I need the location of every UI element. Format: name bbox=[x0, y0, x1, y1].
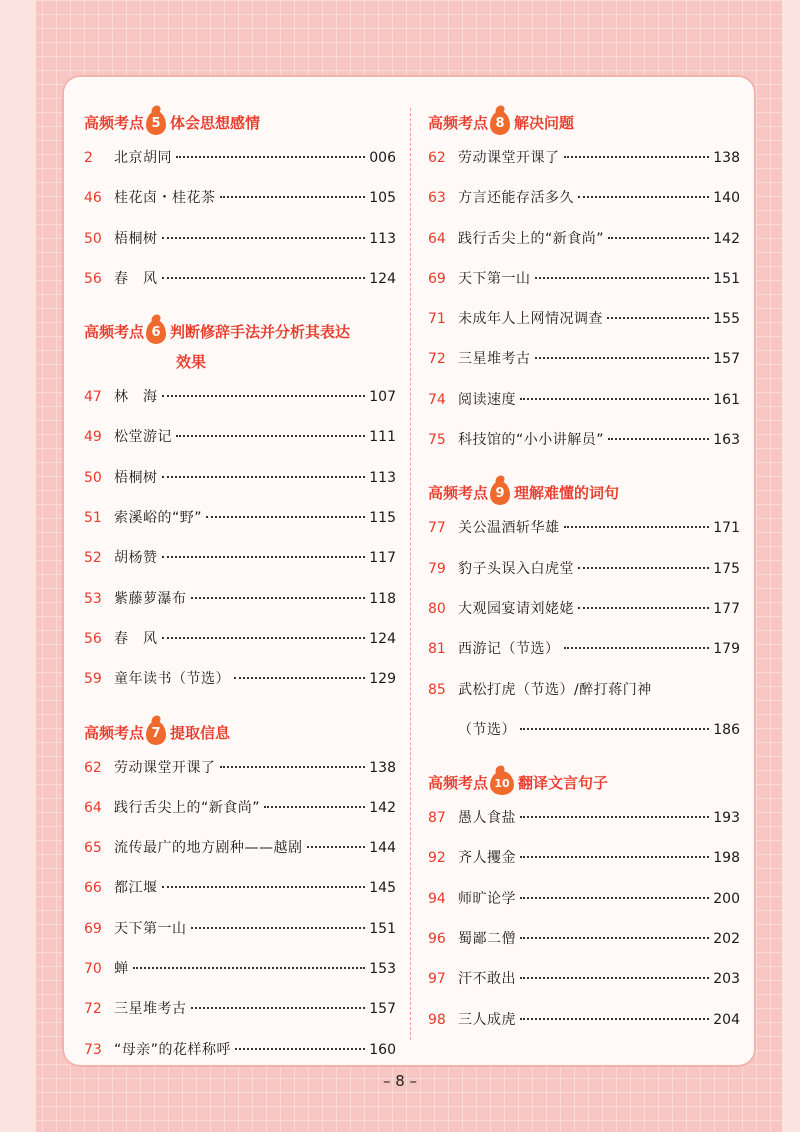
section-heading bbox=[428, 478, 740, 508]
leader-dots bbox=[578, 607, 709, 609]
entry-number: 47 bbox=[84, 389, 102, 406]
leader-dots bbox=[162, 237, 366, 239]
entry-number: 92 bbox=[428, 850, 446, 867]
leader-dots bbox=[206, 516, 365, 518]
entry-page: 107 bbox=[369, 389, 396, 406]
entry-page: 157 bbox=[713, 351, 740, 368]
entry-page: 163 bbox=[713, 432, 740, 449]
leader-dots bbox=[520, 856, 709, 858]
toc-entry[interactable] bbox=[428, 670, 740, 710]
leader-dots bbox=[578, 567, 709, 569]
section-prefix: 高频考点 bbox=[84, 114, 145, 132]
entry-number: 96 bbox=[428, 931, 446, 948]
entry-title: 方言还能存活多久 bbox=[458, 190, 574, 207]
leader-dots bbox=[564, 526, 710, 528]
section-heading bbox=[84, 718, 396, 748]
entry-title: 豹子头误入白虎堂 bbox=[458, 560, 574, 577]
section-heading bbox=[428, 108, 740, 138]
leader-dots bbox=[520, 728, 709, 730]
entry-title: 汗不敢出 bbox=[458, 971, 516, 988]
entry-title: 紫藤萝瀑布 bbox=[114, 590, 187, 607]
entry-number: 72 bbox=[84, 1001, 102, 1018]
toc-entry[interactable] bbox=[428, 879, 740, 919]
section-heading-continued bbox=[84, 347, 396, 377]
entry-page: 115 bbox=[369, 510, 396, 527]
toc-entry[interactable] bbox=[84, 377, 396, 417]
entry-page: 198 bbox=[713, 850, 740, 867]
entry-number: 62 bbox=[84, 759, 102, 776]
toc-entry[interactable] bbox=[84, 259, 396, 299]
entry-page: 129 bbox=[369, 671, 396, 688]
section-prefix: 高频考点 bbox=[84, 723, 145, 742]
entry-number: 52 bbox=[84, 550, 102, 567]
leader-dots bbox=[520, 398, 709, 400]
entry-page: 151 bbox=[369, 920, 396, 937]
entry-page: 138 bbox=[713, 150, 740, 166]
entry-title: 武松打虎（节选）/醉打蒋门神 bbox=[458, 681, 652, 698]
toc-entry[interactable] bbox=[428, 508, 740, 548]
flame-badge-icon: 6 bbox=[146, 320, 166, 344]
entry-page: 138 bbox=[369, 759, 396, 776]
entry-title: 蝉 bbox=[114, 961, 129, 978]
entry-title: 关公温酒斩华雄 bbox=[458, 520, 560, 537]
entry-number: 69 bbox=[84, 920, 102, 937]
toc-entry[interactable] bbox=[428, 798, 740, 838]
section-5 bbox=[84, 108, 396, 299]
entry-page: 113 bbox=[369, 469, 396, 486]
entry-title: 劳动课堂开课了 bbox=[114, 759, 216, 776]
section-10 bbox=[428, 768, 740, 1040]
toc-entry[interactable] bbox=[428, 138, 740, 178]
entry-page: 124 bbox=[369, 630, 396, 647]
section-6 bbox=[84, 317, 396, 699]
entry-number: 81 bbox=[428, 641, 446, 658]
entry-number: 71 bbox=[428, 311, 446, 328]
leader-dots bbox=[578, 196, 709, 198]
section-heading bbox=[428, 768, 740, 798]
leader-dots bbox=[520, 1018, 709, 1020]
entry-title: “母亲”的花样称呼 bbox=[114, 1041, 232, 1058]
toc-entry[interactable] bbox=[428, 919, 740, 959]
entry-title: 未成年人上网情况调查 bbox=[458, 311, 603, 328]
entry-number: 50 bbox=[84, 230, 102, 247]
toc-entry[interactable] bbox=[84, 828, 396, 868]
section-9 bbox=[428, 478, 740, 750]
entry-page: 177 bbox=[713, 600, 740, 617]
toc-entry[interactable] bbox=[84, 498, 396, 538]
entry-title: 松堂游记 bbox=[114, 429, 172, 446]
entry-page: 203 bbox=[713, 971, 740, 988]
entry-number: 56 bbox=[84, 630, 102, 647]
entry-number: 66 bbox=[84, 880, 102, 897]
entry-page: 124 bbox=[369, 270, 396, 287]
entry-number: 79 bbox=[428, 560, 446, 577]
entry-number: 64 bbox=[84, 799, 102, 816]
flame-badge-icon: 9 bbox=[490, 481, 510, 505]
toc-entry[interactable] bbox=[428, 380, 740, 420]
section-heading bbox=[84, 317, 396, 347]
entry-title: 流传最广的地方剧种——越剧 bbox=[114, 840, 303, 857]
entry-number: 53 bbox=[84, 590, 102, 607]
leader-dots bbox=[162, 277, 366, 279]
section-prefix: 高频考点 bbox=[428, 484, 489, 503]
leader-dots bbox=[176, 435, 365, 437]
entry-title: 师旷论学 bbox=[458, 890, 516, 907]
leader-dots bbox=[235, 1048, 365, 1050]
entry-title: 三星堆考古 bbox=[458, 351, 531, 368]
entry-page: 204 bbox=[713, 1011, 740, 1028]
entry-number: 75 bbox=[428, 432, 446, 449]
toc-entry[interactable] bbox=[428, 629, 740, 669]
leader-dots bbox=[162, 886, 366, 888]
leader-dots bbox=[564, 156, 710, 158]
section-title: 翻译文言句子 bbox=[518, 774, 609, 793]
entry-title: 春 风 bbox=[114, 270, 158, 287]
toc-entry[interactable] bbox=[84, 219, 396, 259]
entry-number: 87 bbox=[428, 810, 446, 827]
toc-entry[interactable] bbox=[84, 788, 396, 828]
entry-title: 北京胡同 bbox=[114, 150, 172, 166]
entry-title: 践行舌尖上的“新食尚” bbox=[458, 230, 605, 247]
toc-entry[interactable] bbox=[428, 299, 740, 339]
section-heading bbox=[84, 108, 396, 138]
entry-page: 157 bbox=[369, 1001, 396, 1018]
leader-dots bbox=[520, 937, 709, 939]
leader-dots bbox=[162, 556, 366, 558]
entry-number: 51 bbox=[84, 510, 102, 527]
entry-title-continued: （节选） bbox=[458, 721, 516, 738]
entry-page: 151 bbox=[713, 270, 740, 287]
entry-title: 春 风 bbox=[114, 630, 158, 647]
leader-dots bbox=[220, 766, 366, 768]
entry-number: 65 bbox=[84, 840, 102, 857]
entry-page: 200 bbox=[713, 890, 740, 907]
entry-title: 阅读速度 bbox=[458, 391, 516, 408]
entry-title: 天下第一山 bbox=[458, 270, 531, 287]
entry-number: 69 bbox=[428, 270, 446, 287]
toc-entry[interactable] bbox=[84, 659, 396, 699]
toc-entry[interactable] bbox=[428, 589, 740, 629]
toc-entry-continued[interactable] bbox=[428, 710, 740, 750]
toc-entry[interactable] bbox=[84, 579, 396, 619]
leader-dots bbox=[520, 816, 709, 818]
entry-page: 118 bbox=[369, 590, 396, 607]
entry-page: 179 bbox=[713, 641, 740, 658]
section-title: 理解难懂的词句 bbox=[514, 484, 620, 503]
entry-page: 161 bbox=[713, 391, 740, 408]
entry-number: 59 bbox=[84, 671, 102, 688]
entry-title: 梧桐树 bbox=[114, 230, 158, 247]
section-prefix: 高频考点 bbox=[84, 323, 145, 342]
section-title: 判断修辞手法并分析其表达 bbox=[170, 323, 351, 342]
entry-number: 97 bbox=[428, 971, 446, 988]
entry-title: 童年读书（节选） bbox=[114, 671, 230, 688]
entry-title: 索溪峪的“野” bbox=[114, 510, 203, 527]
toc-entry[interactable] bbox=[84, 178, 396, 218]
toc-entry[interactable] bbox=[428, 838, 740, 878]
entry-number: 72 bbox=[428, 351, 446, 368]
entry-number: 70 bbox=[84, 961, 102, 978]
entry-page: 160 bbox=[369, 1041, 396, 1058]
entry-title: 桂花卤・桂花茶 bbox=[114, 190, 216, 207]
entry-page: 006 bbox=[369, 150, 396, 166]
entry-number: 49 bbox=[84, 429, 102, 446]
leader-dots bbox=[535, 357, 710, 359]
entry-title: 愚人食盐 bbox=[458, 810, 516, 827]
leader-dots bbox=[535, 277, 710, 279]
leader-dots bbox=[564, 647, 710, 649]
toc-entry[interactable] bbox=[428, 549, 740, 589]
entry-title: 三星堆考古 bbox=[114, 1001, 187, 1018]
toc-entry[interactable] bbox=[84, 989, 396, 1029]
entry-title: 林 海 bbox=[114, 389, 158, 406]
toc-entry[interactable] bbox=[428, 959, 740, 999]
leader-dots bbox=[220, 196, 366, 198]
toc-entry[interactable] bbox=[428, 219, 740, 259]
entry-page: 153 bbox=[369, 961, 396, 978]
section-title: 解决问题 bbox=[514, 114, 575, 132]
entry-number: 63 bbox=[428, 190, 446, 207]
toc-entry[interactable] bbox=[428, 1000, 740, 1040]
entry-page: 105 bbox=[369, 190, 396, 207]
flame-badge-icon: 10 bbox=[490, 771, 514, 795]
page-right-margin bbox=[782, 0, 800, 1132]
entry-number: 94 bbox=[428, 890, 446, 907]
left-column bbox=[84, 108, 396, 1088]
toc-entry[interactable] bbox=[428, 259, 740, 299]
flame-badge-icon: 7 bbox=[146, 721, 166, 745]
column-divider bbox=[410, 108, 411, 1040]
entry-number: 2 bbox=[84, 150, 93, 166]
toc-entry[interactable] bbox=[84, 868, 396, 908]
leader-dots bbox=[191, 927, 366, 929]
toc-entry[interactable] bbox=[84, 619, 396, 659]
entry-page: 202 bbox=[713, 931, 740, 948]
right-column bbox=[428, 108, 740, 1058]
entry-number: 56 bbox=[84, 270, 102, 287]
entry-page: 117 bbox=[369, 550, 396, 567]
entry-number: 77 bbox=[428, 520, 446, 537]
entry-number: 64 bbox=[428, 230, 446, 247]
leader-dots bbox=[520, 977, 709, 979]
entry-number: 50 bbox=[84, 469, 102, 486]
leader-dots bbox=[133, 967, 366, 969]
toc-entry[interactable] bbox=[84, 458, 396, 498]
entry-page: 142 bbox=[369, 799, 396, 816]
entry-page: 111 bbox=[369, 429, 396, 446]
leader-dots bbox=[607, 317, 709, 319]
section-title-continued: 效果 bbox=[176, 353, 207, 372]
leader-dots bbox=[264, 806, 365, 808]
entry-page: 171 bbox=[713, 520, 740, 537]
entry-number: 74 bbox=[428, 391, 446, 408]
section-title: 提取信息 bbox=[170, 723, 231, 742]
leader-dots bbox=[234, 677, 365, 679]
toc-entry[interactable] bbox=[84, 909, 396, 949]
leader-dots bbox=[608, 438, 709, 440]
toc-entry[interactable] bbox=[428, 178, 740, 218]
entry-page: 155 bbox=[713, 311, 740, 328]
section-prefix: 高频考点 bbox=[428, 114, 489, 132]
entry-title: 劳动课堂开课了 bbox=[458, 150, 560, 166]
leader-dots bbox=[176, 156, 365, 158]
entry-page: 144 bbox=[369, 840, 396, 857]
section-8 bbox=[428, 108, 740, 460]
entry-number: 46 bbox=[84, 190, 102, 207]
entry-title: 齐人攫金 bbox=[458, 850, 516, 867]
leader-dots bbox=[520, 897, 709, 899]
toc-entry[interactable] bbox=[84, 138, 396, 178]
toc-entry[interactable] bbox=[84, 949, 396, 989]
page-left-margin bbox=[0, 0, 36, 1132]
entry-number: 98 bbox=[428, 1011, 446, 1028]
entry-page: 142 bbox=[713, 230, 740, 247]
flame-badge-icon: 5 bbox=[146, 111, 166, 135]
entry-title: 天下第一山 bbox=[114, 920, 187, 937]
leader-dots bbox=[608, 237, 709, 239]
entry-page: 140 bbox=[713, 190, 740, 207]
leader-dots bbox=[162, 395, 366, 397]
section-7 bbox=[84, 718, 396, 1070]
entry-title: 梧桐树 bbox=[114, 469, 158, 486]
entry-title: 都江堰 bbox=[114, 880, 158, 897]
entry-page: 145 bbox=[369, 880, 396, 897]
entry-number: 85 bbox=[428, 681, 446, 698]
section-title: 体会思想感情 bbox=[170, 114, 261, 132]
leader-dots bbox=[162, 476, 366, 478]
entry-page: 175 bbox=[713, 560, 740, 577]
toc-entry[interactable] bbox=[84, 538, 396, 578]
entry-title: 西游记（节选） bbox=[458, 641, 560, 658]
section-prefix: 高频考点 bbox=[428, 774, 489, 793]
toc-entry[interactable] bbox=[428, 339, 740, 379]
entry-page: 113 bbox=[369, 230, 396, 247]
entry-title: 科技馆的“小小讲解员” bbox=[458, 432, 605, 449]
flame-badge-icon: 8 bbox=[490, 111, 510, 135]
leader-dots bbox=[162, 637, 366, 639]
leader-dots bbox=[307, 846, 366, 848]
entry-page: 193 bbox=[713, 810, 740, 827]
entry-title: 胡杨赞 bbox=[114, 550, 158, 567]
entry-number: 62 bbox=[428, 150, 446, 166]
entry-title: 大观园宴请刘姥姥 bbox=[458, 600, 574, 617]
entry-page: 186 bbox=[713, 721, 740, 738]
entry-number: 80 bbox=[428, 600, 446, 617]
entry-title: 践行舌尖上的“新食尚” bbox=[114, 799, 261, 816]
page-number: – 8 – bbox=[382, 1072, 418, 1090]
leader-dots bbox=[191, 1007, 366, 1009]
toc-entry[interactable] bbox=[84, 1030, 396, 1070]
entry-number: 73 bbox=[84, 1041, 102, 1058]
entry-title: 蜀鄙二僧 bbox=[458, 931, 516, 948]
toc-entry[interactable] bbox=[84, 417, 396, 457]
toc-entry[interactable] bbox=[428, 420, 740, 460]
toc-entry[interactable] bbox=[84, 748, 396, 788]
entry-title: 三人成虎 bbox=[458, 1011, 516, 1028]
leader-dots bbox=[191, 597, 366, 599]
